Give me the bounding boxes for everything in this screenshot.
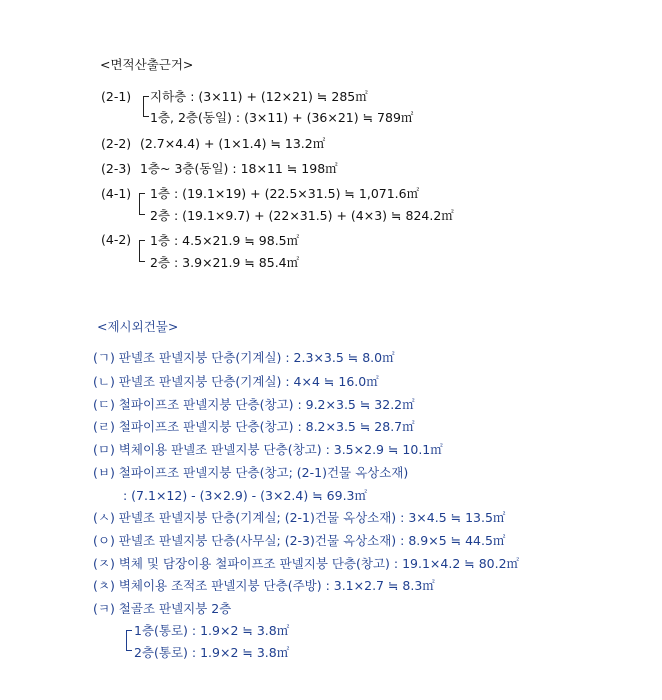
- item-sub-line: 2층 : (19.1×9.7) + (22×31.5) + (4×3) ≒ 824.2㎡: [150, 208, 454, 223]
- item-label: (4-1): [101, 186, 132, 201]
- list-item: (ㅅ) 판넬조 판넬지붕 단층(기계실; (2-1)건물 옥상소재) : 3×4.5 ≒ 13.5㎡: [93, 510, 506, 525]
- list-item: (ㄱ) 판넬조 판넬지붕 단층(기계실) : 2.3×3.5 ≒ 8.0㎡: [93, 350, 395, 365]
- item-sub-line: 1층 : (19.1×19) + (22.5×31.5) ≒ 1,071.6㎡: [150, 186, 420, 201]
- list-item: (ㄴ) 판넬조 판넬지붕 단층(기계실) : 4×4 ≒ 16.0㎡: [93, 374, 379, 389]
- section1-title: <면적산출근거>: [100, 57, 194, 72]
- list-item: (ㅇ) 판넬조 판넬지붕 단층(사무실; (2-3)건물 옥상소재) : 8.9×5 ≒ 44.5㎡: [93, 533, 506, 548]
- bracket: [126, 630, 132, 651]
- item-label: (2-3): [101, 161, 132, 176]
- item-text: (2.7×4.4) + (1×1.4) ≒ 13.2㎡: [140, 136, 326, 151]
- list-item: (ㅁ) 벽체이용 판넬조 판넬지붕 단층(창고) : 3.5×2.9 ≒ 10.1㎡: [93, 442, 443, 457]
- bracket: [139, 240, 145, 262]
- list-item: (ㄷ) 철파이프조 판넬지붕 단층(창고) : 9.2×3.5 ≒ 32.2㎡: [93, 397, 415, 412]
- bracket-foot: [139, 261, 145, 262]
- item-sub-line: 2층 : 3.9×21.9 ≒ 85.4㎡: [150, 255, 300, 270]
- bracket-foot: [143, 116, 149, 117]
- item-text: 1층~ 3층(동일) : 18×11 ≒ 198㎡: [140, 161, 338, 176]
- list-item-continuation: : (7.1×12) - (3×2.9) - (3×2.4) ≒ 69.3㎡: [123, 488, 367, 503]
- item-sub-line: 1층 : 4.5×21.9 ≒ 98.5㎡: [150, 233, 300, 248]
- item-label: (2-1): [101, 89, 132, 104]
- item-sub-line: 1층, 2층(동일) : (3×11) + (36×21) ≒ 789㎡: [150, 110, 414, 125]
- list-item: (ㅈ) 벽체 및 담장이용 철파이프조 판넬지붕 단층(창고) : 19.1×4.2 ≒ 80.2㎡: [93, 556, 520, 571]
- list-item: (ㅊ) 벽체이용 조적조 판넬지붕 단층(주방) : 3.1×2.7 ≒ 8.3㎡: [93, 578, 435, 593]
- bracket-foot: [126, 650, 132, 651]
- item-sub-line: 지하층 : (3×11) + (12×21) ≒ 285㎡: [150, 89, 368, 104]
- section2-title: <제시외건물>: [97, 319, 179, 334]
- list-sub-item: 1층(통로) : 1.9×2 ≒ 3.8㎡: [134, 623, 290, 638]
- item-label: (4-2): [101, 232, 132, 247]
- bracket: [143, 96, 149, 117]
- list-item: (ㅂ) 철파이프조 판넬지붕 단층(창고; (2-1)건물 옥상소재): [93, 465, 409, 480]
- bracket: [139, 193, 145, 215]
- bracket-foot: [139, 214, 145, 215]
- list-item: (ㅋ) 철골조 판넬지붕 2층: [93, 601, 232, 616]
- item-label: (2-2): [101, 136, 132, 151]
- list-sub-item: 2층(통로) : 1.9×2 ≒ 3.8㎡: [134, 645, 290, 660]
- list-item: (ㄹ) 철파이프조 판넬지붕 단층(창고) : 8.2×3.5 ≒ 28.7㎡: [93, 419, 415, 434]
